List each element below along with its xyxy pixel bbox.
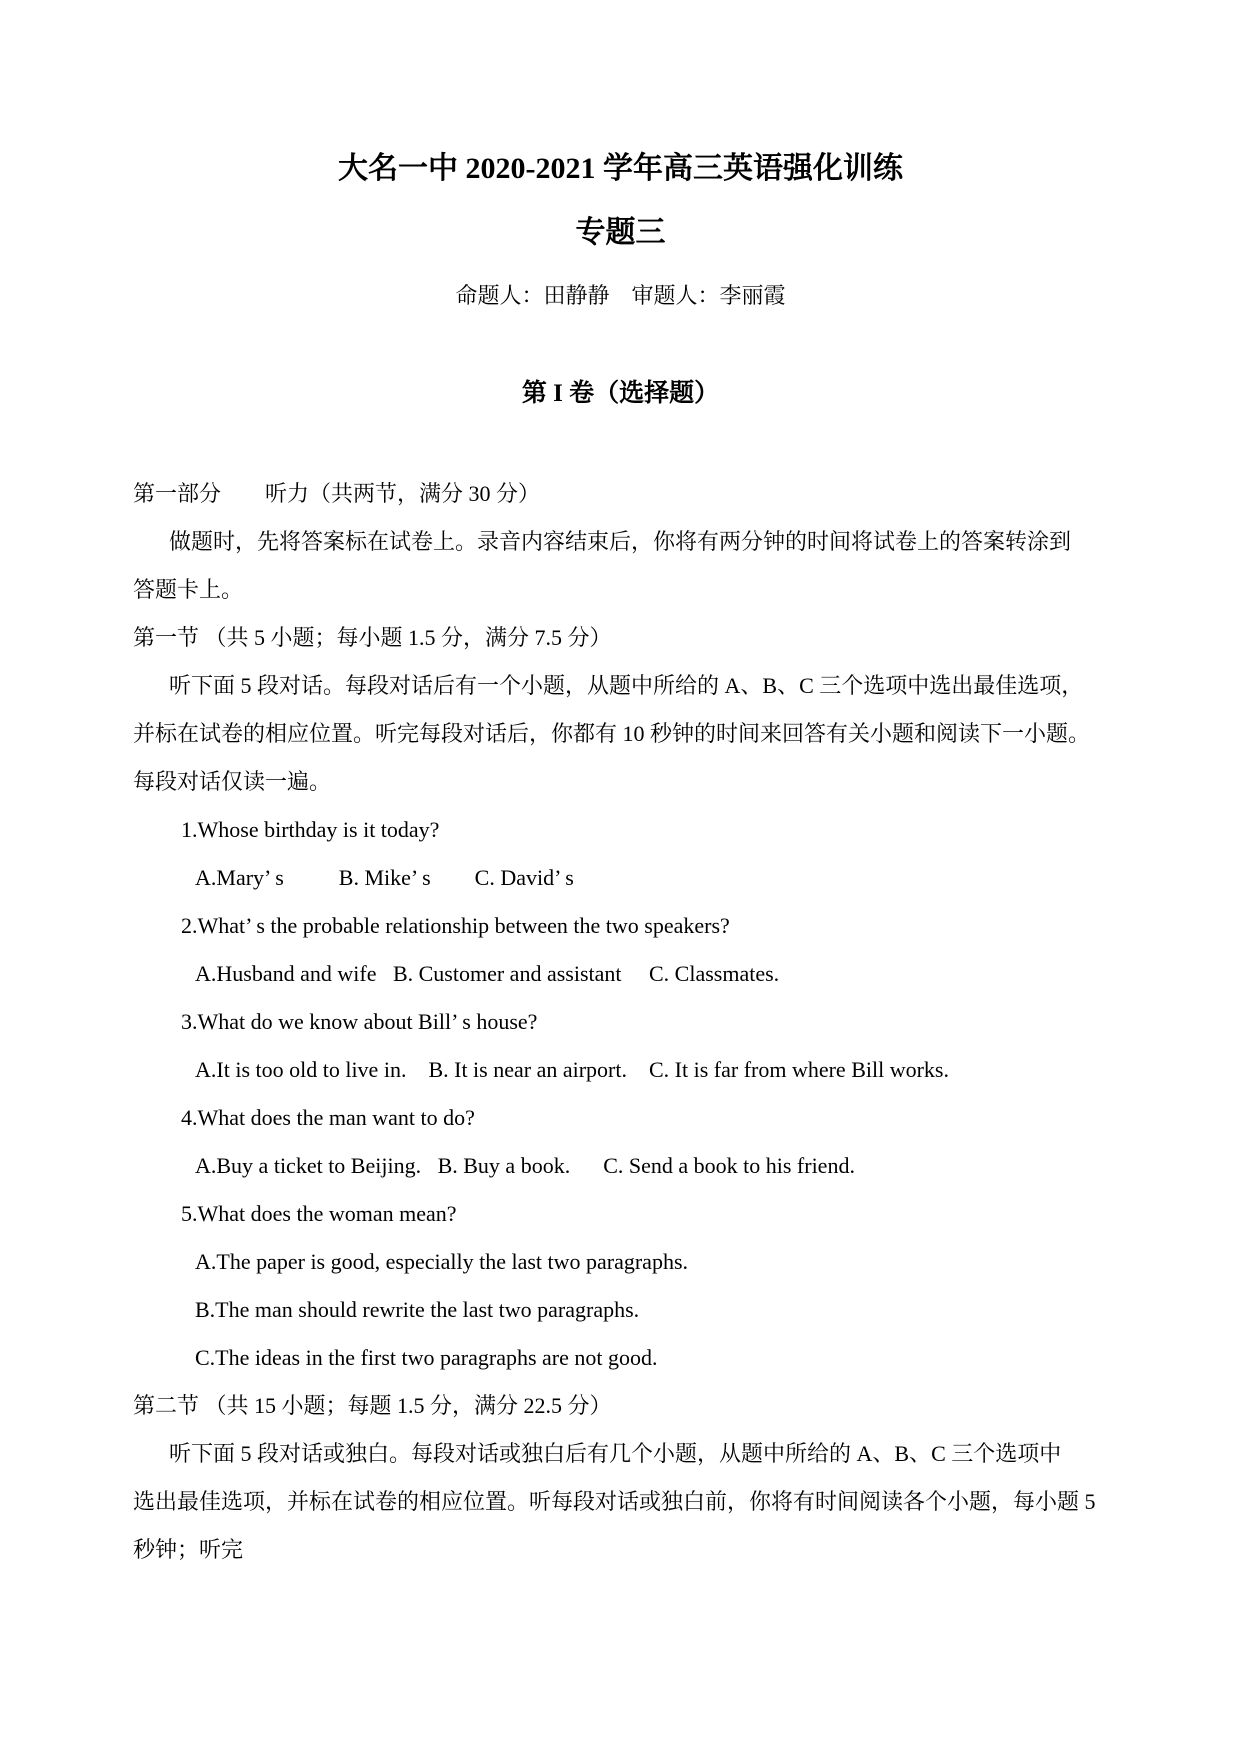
question-4-options: A.Buy a ticket to Beijing. B. Buy a book. C. Send a book to his friend. xyxy=(195,1153,855,1178)
question-5-option-b: B.The man should rewrite the last two paragraphs. xyxy=(195,1297,640,1322)
question-1: 1.Whose birthday is it today? xyxy=(181,817,440,842)
question-5: 5.What does the woman mean? xyxy=(181,1201,457,1226)
section2-intro-line3: 秒钟；听完 xyxy=(133,1537,244,1562)
question-3: 3.What do we know about Bill’ s house? xyxy=(181,1009,538,1034)
authors-line: 命题人：田静静 审题人：李丽霞 xyxy=(455,283,786,308)
part1-intro-line2: 答题卡上。 xyxy=(133,577,244,602)
doc-title: 大名一中 2020-2021 学年高三英语强化训练 xyxy=(338,152,903,185)
question-5-option-c: C.The ideas in the first two paragraphs are not good. xyxy=(195,1345,658,1370)
section1-intro-line1: 听下面 5 段对话。每段对话后有一个小题，从题中所给的 A、B、C 三个选项中选出最佳选项， xyxy=(169,673,1084,698)
section1-heading: 第一节 （共 5 小题；每小题 1.5 分，满分 7.5 分） xyxy=(133,625,612,650)
question-3-options: A.It is too old to live in. B. It is near an airport. C. It is far from where Bill works. xyxy=(195,1057,949,1082)
doc-subtitle: 专题三 xyxy=(575,216,666,249)
question-5-option-a: A.The paper is good, especially the last two paragraphs. xyxy=(195,1249,689,1274)
question-4: 4.What does the man want to do? xyxy=(181,1105,475,1130)
part1-intro-line1: 做题时，先将答案标在试卷上。录音内容结束后，你将有两分钟的时间将试卷上的答案转涂到 xyxy=(169,529,1072,554)
section2-intro-line2: 选出最佳选项，并标在试卷的相应位置。听每段对话或独白前，你将有时间阅读各个小题，每小题 5 xyxy=(133,1489,1096,1514)
section1-intro-line3: 每段对话仅读一遍。 xyxy=(133,769,332,794)
question-2-options: A.Husband and wife B. Customer and assistant C. Classmates. xyxy=(195,961,780,986)
section1-intro-line2: 并标在试卷的相应位置。听完每段对话后，你都有 10 秒钟的时间来回答有关小题和阅读下一小题。 xyxy=(133,721,1091,746)
question-2: 2.What’ s the probable relationship between the two speakers? xyxy=(181,913,730,938)
volume-heading: 第 I 卷（选择题） xyxy=(521,380,720,407)
section2-intro-line1: 听下面 5 段对话或独白。每段对话或独白后有几个小题，从题中所给的 A、B、C 三个选项中 xyxy=(169,1441,1062,1466)
section2-heading: 第二节 （共 15 小题；每题 1.5 分，满分 22.5 分） xyxy=(133,1393,612,1418)
part1-heading: 第一部分 听力（共两节，满分 30 分） xyxy=(133,481,541,506)
document-body xyxy=(133,470,1121,1574)
question-1-options: A.Mary’ s B. Mike’ s C. David’ s xyxy=(195,865,574,890)
